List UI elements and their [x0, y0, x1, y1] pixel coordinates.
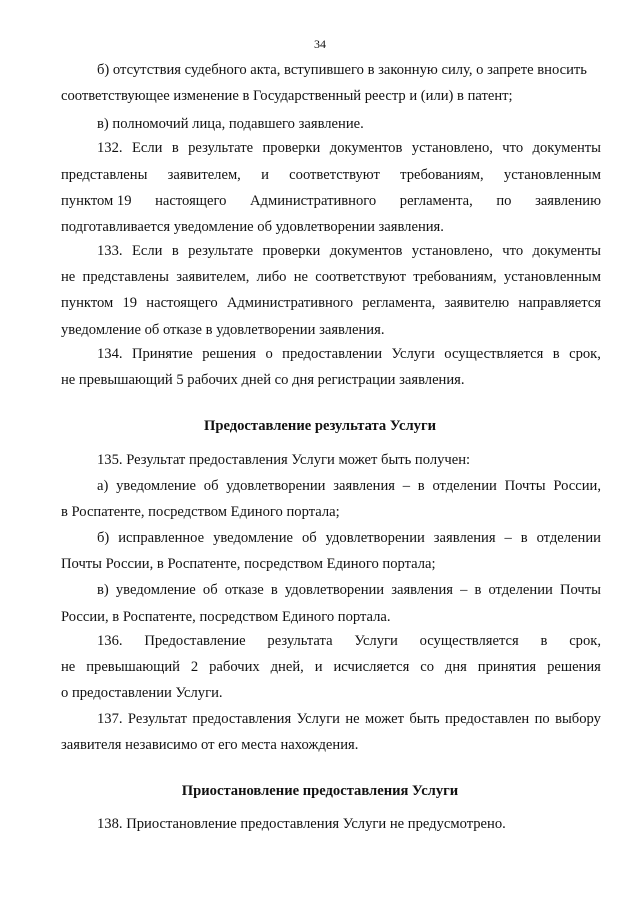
- word: об: [203, 478, 219, 494]
- word: об: [301, 530, 317, 546]
- word: либо: [256, 269, 287, 285]
- word: и: [261, 167, 269, 183]
- word: осуществляется: [419, 633, 519, 649]
- line-text: соответствующее изменение в Государственный реестр и (или) в патент;: [61, 88, 513, 104]
- paragraph-line: [97, 139, 601, 157]
- word: не: [293, 269, 308, 285]
- paragraph-line: [97, 61, 587, 79]
- line-text: уведомление об отказе в удовлетворении заявления.: [61, 322, 385, 338]
- word: уведомление: [115, 582, 196, 598]
- word: документы: [532, 243, 601, 259]
- word: что: [502, 243, 524, 259]
- word: требованиям,: [400, 167, 484, 183]
- word: Предоставление: [144, 633, 246, 649]
- word: заявления: [433, 530, 496, 546]
- word: об: [202, 582, 218, 598]
- line-text: в) полномочий лица, подавшего заявление.: [97, 116, 364, 132]
- word: со: [420, 659, 434, 675]
- paragraph-line: [61, 736, 358, 754]
- word: в): [97, 582, 109, 598]
- word: удовлетворении: [325, 530, 425, 546]
- paragraph-line: [61, 218, 444, 236]
- word: выбору: [555, 711, 601, 727]
- line-text: заявителя независимо от его места нахождения.: [61, 737, 359, 753]
- word: регламента,: [399, 193, 473, 209]
- word: заявителем,: [176, 269, 250, 285]
- section-heading: Приостановление предоставления Услуги: [181, 783, 459, 799]
- word: отделении: [488, 582, 553, 598]
- word: заявления: [333, 478, 395, 494]
- word: документов: [329, 140, 403, 156]
- word: заявителем,: [167, 167, 241, 183]
- word: Результат: [127, 711, 188, 727]
- word: результата: [267, 633, 333, 649]
- paragraph-line: [61, 371, 465, 389]
- paragraph-line: [61, 192, 601, 210]
- word: установленным: [503, 269, 601, 285]
- paragraph-line: [61, 87, 513, 105]
- word: соответствуют: [289, 167, 380, 183]
- word: исчисляется: [333, 659, 410, 675]
- word: Если: [131, 243, 163, 259]
- word: о: [265, 346, 273, 362]
- word: принятия: [477, 659, 537, 675]
- paragraph-line: [97, 529, 601, 547]
- word: отделении: [432, 478, 497, 494]
- word: уведомление: [213, 530, 294, 546]
- word: Административного: [226, 295, 354, 311]
- word: представлены: [82, 269, 169, 285]
- paragraph-line: [61, 321, 384, 339]
- paragraph-line: [97, 477, 601, 495]
- word: превышающий: [86, 659, 180, 675]
- word: не: [345, 711, 360, 727]
- paragraph-line: [97, 345, 601, 363]
- line-text: о предоставлении Услуги.: [61, 685, 223, 701]
- paragraph-line: [97, 115, 364, 133]
- word: 132.: [97, 140, 123, 156]
- word: предоставлении: [282, 346, 383, 362]
- word: удовлетворении: [284, 582, 385, 598]
- word: решения: [547, 659, 601, 675]
- word: в: [171, 140, 179, 156]
- line-text: 135. Результат предоставления Услуги может быть получен:: [97, 452, 471, 468]
- word: дней,: [270, 659, 304, 675]
- word: исправленное: [118, 530, 205, 546]
- word: –: [402, 478, 411, 494]
- word: не: [61, 269, 76, 285]
- word: установлено,: [411, 140, 493, 156]
- paragraph-line: [61, 608, 391, 626]
- word: документы: [532, 140, 601, 156]
- word: отказе: [224, 582, 264, 598]
- word: заявлению: [535, 193, 601, 209]
- word: Принятие: [131, 346, 193, 362]
- paragraph-line: [61, 503, 340, 521]
- word: Если: [131, 140, 163, 156]
- word: 19: [122, 295, 138, 311]
- word: предоставлен: [444, 711, 530, 727]
- word: Почты: [559, 582, 601, 598]
- word: Услуги: [296, 711, 340, 727]
- word: отделении: [536, 530, 601, 546]
- word: дня: [444, 659, 467, 675]
- word: заявления: [391, 582, 453, 598]
- line-text: Почты России, в Роспатенте, посредством Единого портала;: [61, 556, 436, 572]
- word: не: [61, 659, 76, 675]
- word: в: [171, 243, 179, 259]
- line-text: не превышающий 5 рабочих дней со дня регистрации заявления.: [61, 372, 465, 388]
- word: в: [520, 530, 528, 546]
- line-text: подготавливается уведомление об удовлетворении заявления.: [61, 219, 444, 235]
- word: настоящего: [155, 193, 227, 209]
- paragraph-line: [97, 451, 470, 469]
- word: в: [270, 582, 278, 598]
- word: уведомление: [116, 478, 197, 494]
- word: результате: [188, 140, 254, 156]
- word: документов: [329, 243, 403, 259]
- word: 133.: [97, 243, 123, 259]
- word: в: [552, 346, 560, 362]
- paragraph-line: [61, 268, 601, 286]
- word: 136.: [97, 633, 123, 649]
- word: установленным: [503, 167, 601, 183]
- word: соответствуют: [315, 269, 406, 285]
- line-text: 138. Приостановление предоставления Услуги не предусмотрено.: [97, 816, 506, 832]
- word: в: [417, 478, 425, 494]
- word: требованиям,: [413, 269, 497, 285]
- word: по: [496, 193, 512, 209]
- line-text: России, в Роспатенте, посредством Единого портала.: [61, 609, 391, 625]
- word: проверки: [262, 243, 321, 259]
- word: срок,: [569, 633, 601, 649]
- word: по: [534, 711, 550, 727]
- word: осуществляется: [444, 346, 544, 362]
- paragraph-line: [61, 684, 223, 702]
- word: в: [540, 633, 548, 649]
- word: может: [365, 711, 404, 727]
- word: б): [97, 530, 110, 546]
- word: настоящего: [146, 295, 218, 311]
- word: а): [97, 478, 109, 494]
- paragraph-line: [61, 294, 601, 312]
- paragraph-line: [61, 555, 436, 573]
- word: представлены: [61, 167, 148, 183]
- line-text: б) отсутствия судебного акта, вступившего в законную силу, о запрете вносить: [97, 62, 587, 78]
- word: предоставления: [192, 711, 292, 727]
- word: пунктом: [61, 295, 114, 311]
- word: направляется: [518, 295, 601, 311]
- paragraph-line: [97, 815, 506, 833]
- word: в: [474, 582, 482, 598]
- paragraph-line: [97, 581, 601, 599]
- page-number: 34: [314, 37, 326, 51]
- word: пунктом 19: [61, 193, 132, 209]
- word: удовлетворении: [226, 478, 326, 494]
- word: срок,: [569, 346, 601, 362]
- paragraph-line: [97, 632, 601, 650]
- word: результате: [188, 243, 254, 259]
- word: заявителю: [444, 295, 510, 311]
- word: рабочих: [209, 659, 260, 675]
- word: регламента,: [362, 295, 436, 311]
- word: быть: [409, 711, 440, 727]
- word: проверки: [262, 140, 321, 156]
- paragraph-line: [61, 658, 601, 676]
- word: что: [502, 140, 524, 156]
- word: Административного: [250, 193, 377, 209]
- line-text: в Роспатенте, посредством Единого портала;: [61, 504, 340, 520]
- word: 2: [190, 659, 199, 675]
- word: решения: [202, 346, 257, 362]
- word: установлено,: [411, 243, 493, 259]
- paragraph-line: [97, 710, 601, 728]
- word: 134.: [97, 346, 123, 362]
- word: и: [314, 659, 323, 675]
- paragraph-line: [97, 242, 601, 260]
- word: –: [504, 530, 512, 546]
- section-heading: Предоставление результата Услуги: [204, 418, 436, 434]
- word: Почты: [504, 478, 546, 494]
- paragraph-line: [61, 166, 601, 184]
- word: –: [460, 582, 468, 598]
- word: России,: [553, 478, 601, 494]
- word: Услуги: [354, 633, 398, 649]
- word: 137.: [97, 711, 123, 727]
- word: Услуги: [391, 346, 435, 362]
